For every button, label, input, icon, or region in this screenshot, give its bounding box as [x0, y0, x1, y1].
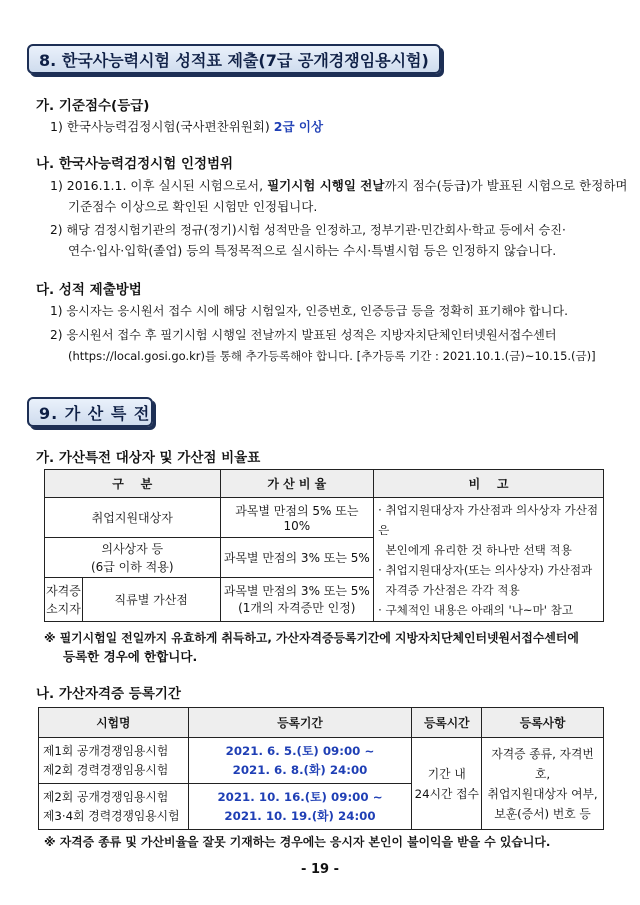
- bonus-table-header-remarks: 비 고: [374, 470, 604, 498]
- registration-table: [38, 707, 604, 830]
- scope-item-2-line-1: 2) 해당 검정시험기관의 정규(정기)시험 성적만을 인정하고, 정부기관·민간회사·학교 등에서 승진·: [50, 223, 566, 237]
- bonus-row-2-label-line-1: 의사상자 등: [101, 541, 164, 556]
- bonus-table-header-rate: 가 산 비 율: [220, 470, 374, 498]
- section-9-title: [27, 397, 153, 427]
- bonus-remark-4: 자격증 가산점은 각각 적용: [378, 582, 520, 597]
- registration-header-items: 등록사항: [482, 708, 604, 738]
- registration-row-2-period-start: 2021. 10. 16.(토) 09:00 ~: [217, 789, 383, 804]
- bonus-row-1-rate: 과목별 만점의 5% 또는 10%: [220, 498, 374, 538]
- registration-items-line-2: 취업지원대상자 여부,: [487, 786, 598, 801]
- registration-heading: 나. 가산자격증 등록기간: [36, 686, 181, 702]
- section-9-title-text: 9. 가 산 특 전: [39, 403, 151, 423]
- bonus-rate-table: [44, 469, 604, 622]
- criteria-heading: 가. 기준점수(등급): [36, 98, 150, 114]
- registration-header-time: 등록시간: [412, 708, 482, 738]
- registration-row-2-exam: [39, 784, 189, 830]
- registration-row-2-exam-2: 제3·4회 경력경쟁임용시험: [43, 808, 180, 823]
- registration-row-1-exam-1: 제1회 공개경쟁임용시험: [43, 743, 169, 758]
- bonus-note-line-2: 등록한 경우에 한합니다.: [63, 649, 198, 664]
- registration-row-1-period-start: 2021. 6. 5.(토) 09:00 ~: [225, 743, 375, 758]
- criteria-item-1: [50, 119, 323, 135]
- bonus-row-2-rate: 과목별 만점의 3% 또는 5%: [220, 538, 374, 578]
- criteria-item-1-text: 1) 한국사능력검정시험(국사편찬위원회): [50, 119, 270, 134]
- registration-note: ※ 자격증 종류 및 가산비율을 잘못 기재하는 경우에는 응시자 본인이 불이익을 받을 수 있습니다.: [44, 835, 551, 849]
- scope-item-1-line-2: 기준점수 이상으로 확인된 시험만 인정됩니다.: [68, 199, 318, 214]
- registration-time-line-2: 24시간 접수: [414, 786, 479, 801]
- bonus-row-3-rate: [220, 578, 374, 622]
- bonus-row-3-label-a-line-2: 소지자: [46, 601, 81, 616]
- bonus-row-3-label-a-line-1: 자격증: [46, 583, 81, 598]
- registration-row-1-period: [188, 738, 412, 784]
- registration-items-line-3: 보훈(증서) 번호 등: [494, 806, 591, 821]
- scope-item-1-bold: 필기시험 시행일 전날: [267, 178, 385, 193]
- bonus-heading: 가. 가산특전 대상자 및 가산점 비율표: [36, 450, 261, 466]
- scope-item-2-line-2: 연수·입사·입학(졸업) 등의 특정목적으로 실시하는 수시·특별시험 등은 인정하지 않습니다.: [68, 243, 557, 258]
- submission-item-1: 1) 응시자는 응시원서 접수 시에 해당 시험일자, 인증번호, 인증등급 등을 정확히 표기해야 합니다.: [50, 304, 568, 318]
- registration-items-cell: [482, 738, 604, 830]
- scope-heading: 나. 한국사능력검정시험 인정범위: [36, 156, 234, 172]
- bonus-row-2-label-line-2: (6급 이하 적용): [90, 559, 174, 574]
- submission-item-2-line-1: 2) 응시원서 접수 후 필기시험 시행일 전날까지 발표된 성적은 지방자치단체인터넷원서접수센터: [50, 328, 557, 342]
- bonus-remark-3: · 취업지원대상자(또는 의사상자) 가산점과: [378, 562, 593, 577]
- bonus-row-1-label: 취업지원대상자: [45, 498, 221, 538]
- bonus-remark-2: 본인에게 유리한 것 하나만 선택 적용: [378, 542, 572, 557]
- scope-item-1-line-1: [50, 178, 627, 194]
- bonus-row-3-rate-line-2: (1개의 자격증만 인정): [238, 600, 356, 615]
- bonus-row-3-label-a: [45, 578, 83, 622]
- section-8-title: [27, 44, 441, 74]
- submission-item-2-line-2: (https://local.gosi.go.kr)를 통해 추가등록해야 합니다. [추가등록 기간 : 2021.10.1.(금)~10.15.(금)]: [68, 349, 596, 363]
- registration-row-2-period: [188, 784, 412, 830]
- bonus-remark-5: · 구체적인 내용은 아래의 '나~마' 참고: [378, 602, 574, 617]
- section-8-title-text: 8. 한국사능력시험 성적표 제출(7급 공개경쟁임용시험): [39, 50, 429, 70]
- bonus-row-3-label-b: 직류별 가산점: [82, 578, 220, 622]
- registration-row-2-exam-1: 제2회 공개경쟁임용시험: [43, 789, 169, 804]
- registration-row-1-period-end: 2021. 6. 8.(화) 24:00: [232, 762, 368, 777]
- criteria-item-1-value: 2급 이상: [273, 119, 324, 134]
- registration-header-period: 등록기간: [188, 708, 412, 738]
- registration-items-line-1: 자격증 종류, 자격번호,: [491, 746, 594, 781]
- submission-heading: 다. 성적 제출방법: [36, 282, 142, 298]
- scope-item-1-a: 1) 2016.1.1. 이후 실시된 시험으로서,: [50, 178, 264, 193]
- registration-row-1-exam-2: 제2회 경력경쟁임용시험: [43, 762, 169, 777]
- scope-item-1-b: 까지 점수(등급)가 발표된 시험으로 한정하며: [384, 178, 628, 193]
- page-number: - 19 -: [301, 862, 339, 877]
- registration-header-exam: 시험명: [39, 708, 189, 738]
- registration-row-1-exam: [39, 738, 189, 784]
- bonus-row-2-label: [45, 538, 221, 578]
- registration-time-line-1: 기간 내: [427, 766, 466, 781]
- bonus-note-line-1: ※ 필기시험일 전일까지 유효하게 취득하고, 가산자격증등록기간에 지방자치단체인터넷원서접수센터에: [44, 631, 579, 645]
- bonus-remark-1: · 취업지원대상자 가산점과 의사상자 가산점은: [378, 502, 599, 537]
- bonus-table-header-category: 구 분: [45, 470, 221, 498]
- bonus-row-3-rate-line-1: 과목별 만점의 3% 또는 5%: [223, 583, 370, 598]
- registration-row-2-period-end: 2021. 10. 19.(화) 24:00: [224, 808, 376, 823]
- bonus-remarks-cell: [374, 498, 604, 622]
- registration-time-cell: [412, 738, 482, 830]
